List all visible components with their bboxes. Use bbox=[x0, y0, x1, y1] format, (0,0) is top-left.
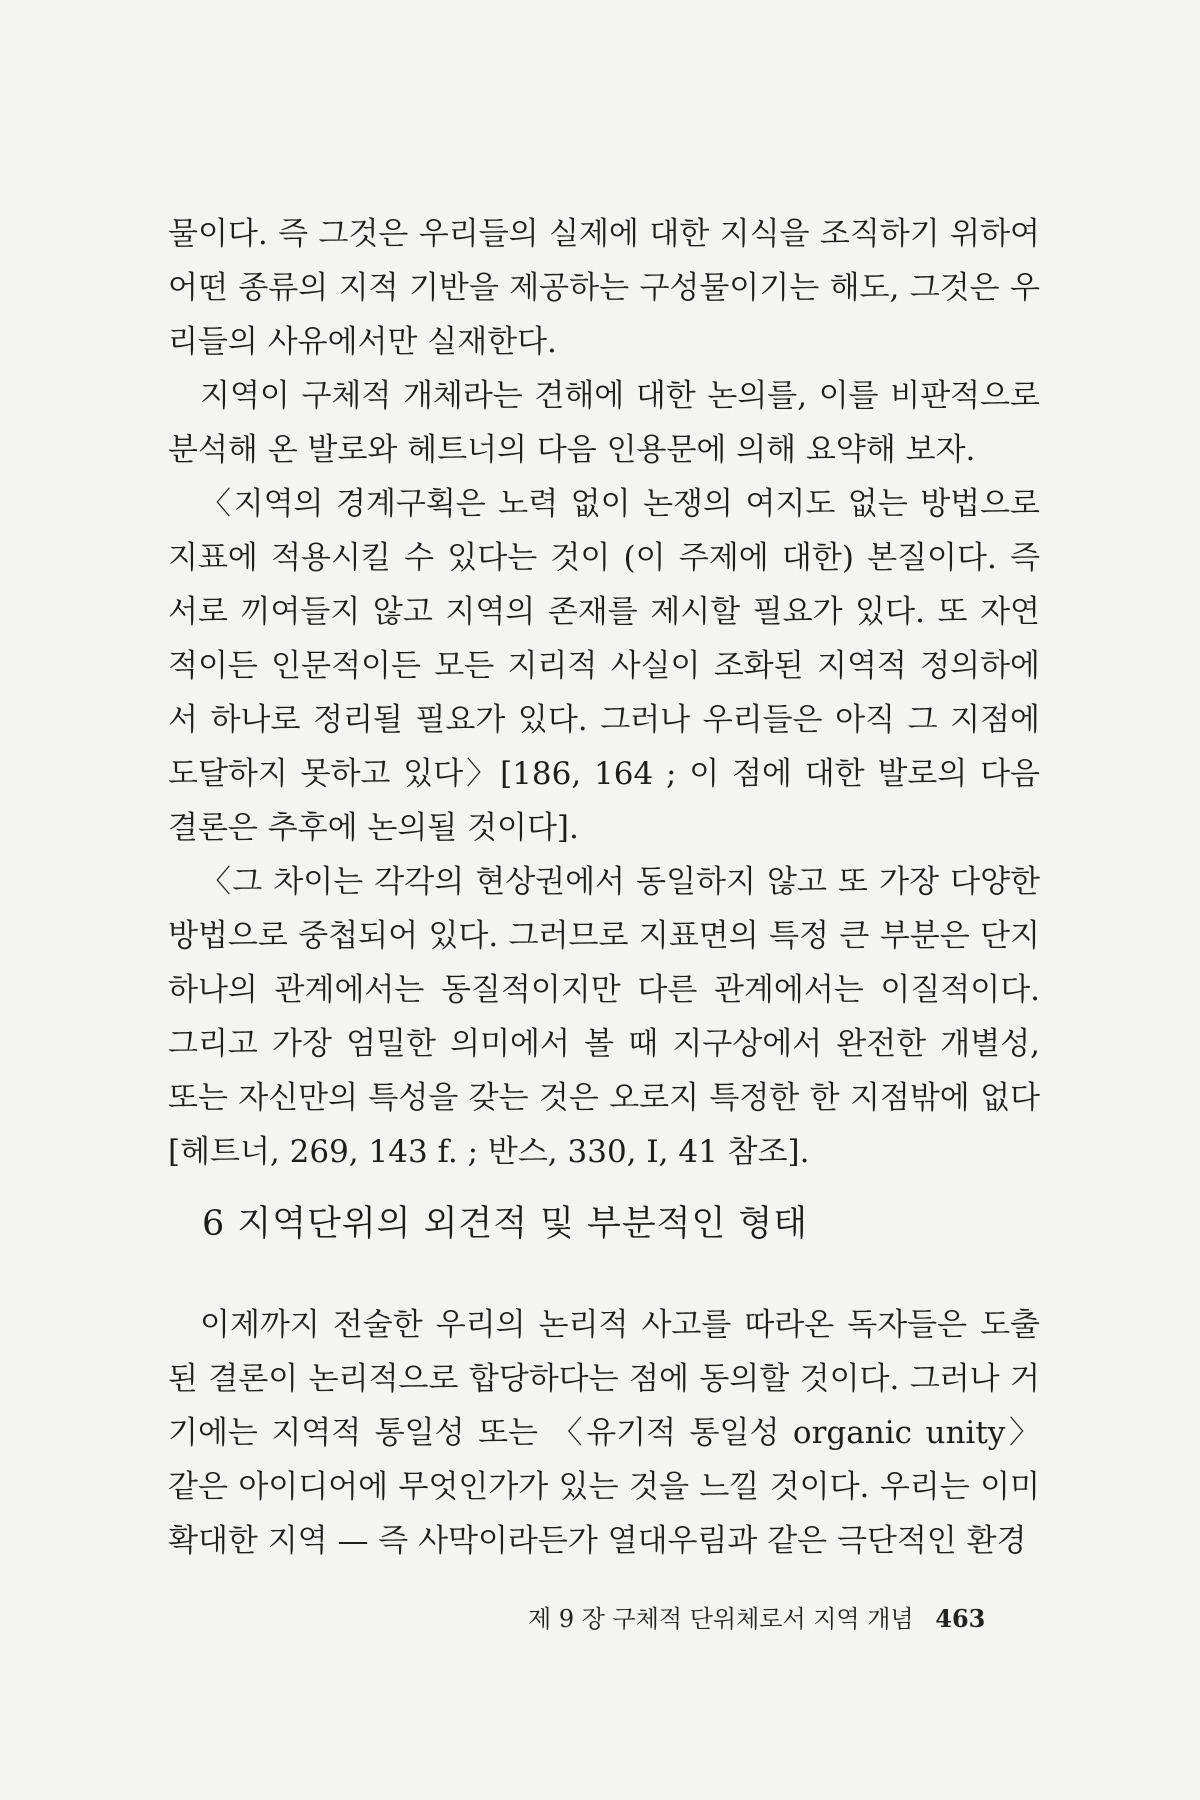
paragraph: 이제까지 전술한 우리의 논리적 사고를 따라온 독자들은 도출된 결론이 논리적으로 합당하다는 점에 동의할 것이다. 그러나 거기에는 지역적 통일성 또는 〈유기적 통일성 organic unity〉 같은 아이디어에 무엇인가가 있는 것을 느낄 것이다. 우리는 이미 확대한 지역 — 즉 사막이라든가 열대우림과 같은 극단적인 환경 bbox=[168, 1307, 1040, 1559]
running-chapter-title: 제 9 장 구체적 단위체로서 지역 개념 bbox=[528, 1605, 914, 1633]
quote-paragraph: 〈그 차이는 각각의 현상권에서 동일하지 않고 또 가장 다양한 방법으로 중첩되어 있다. 그러므로 지표면의 특정 큰 부분은 단지 하나의 관계에서는 동질적이지만 다른 관계에서는 이질적이다. 그리고 가장 엄밀한 의미에서 볼 때 지구상에서 완전한 개별성, 또는 자신만의 특성을 갖는 것은 오로지 특정한 한 지점밖에 없다[헤트너, 269, 143 f. ; 반스, 330, Ⅰ, 41 참조]. bbox=[168, 864, 1040, 1170]
paragraph-continued: 물이다. 즉 그것은 우리들의 실제에 대한 지식을 조직하기 위하여 어떤 종류의 지적 기반을 제공하는 구성물이기는 해도, 그것은 우리들의 사유에서만 실재한다. bbox=[168, 216, 1040, 360]
body-text-top bbox=[168, 207, 1040, 1179]
body-text-bottom bbox=[168, 1298, 1040, 1568]
quote-paragraph: 〈지역의 경계구획은 노력 없이 논쟁의 여지도 없는 방법으로 지표에 적용시킬 수 있다는 것이 (이 주제에 대한) 본질이다. 즉 서로 끼여들지 않고 지역의 존재를 제시할 필요가 있다. 또 자연적이든 인문적이든 모든 지리적 사실이 조화된 지역적 정의하에서 하나로 정리될 필요가 있다. 그러나 우리들은 아직 그 지점에 도달하지 못하고 있다〉[186, 164 ; 이 점에 대한 발로의 다음 결론은 추후에 논의될 것이다]. bbox=[168, 486, 1040, 846]
section-heading: 6 지역단위의 외견적 및 부분적인 형태 bbox=[202, 1204, 809, 1244]
page-footer bbox=[528, 1599, 1028, 1634]
paragraph: 지역이 구체적 개체라는 견해에 대한 논의를, 이를 비판적으로 분석해 온 발로와 헤트너의 다음 인용문에 의해 요약해 보자. bbox=[168, 378, 1040, 468]
page-number: 463 bbox=[935, 1604, 986, 1633]
